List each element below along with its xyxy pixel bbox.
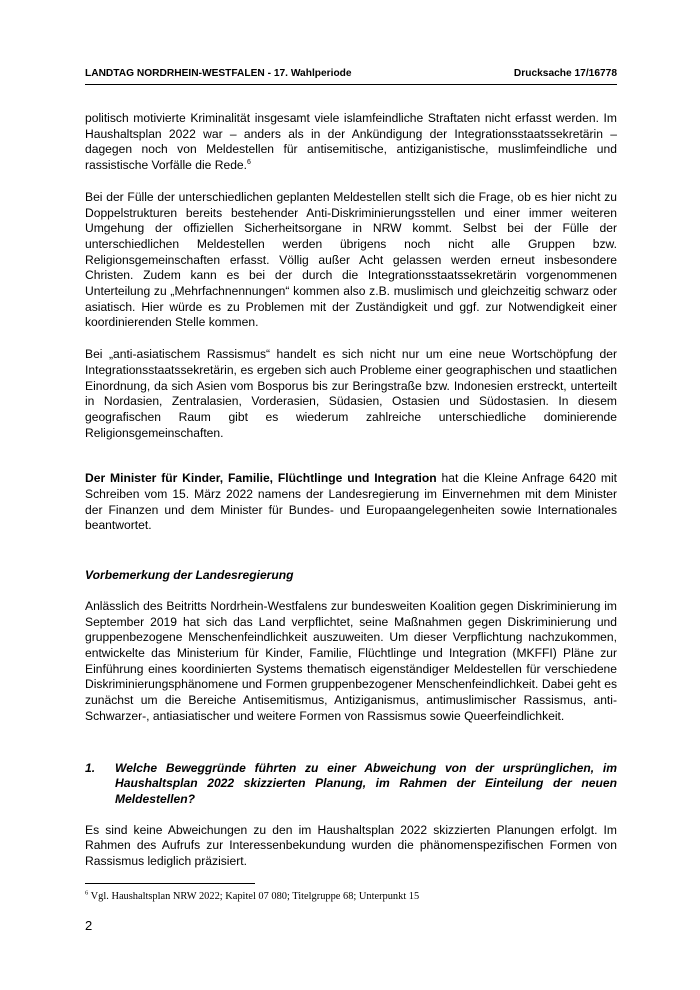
paragraph-1-text: politisch motivierte Kriminalität insgesamt viele islamfeindliche Straftaten nicht erfasst werden. Im Haushaltsplan 2022 war – anders als in der Ankündigung der Integrationsstaatssekretärin – dagegen noch von Meldestellen für antisemitische, antiziganistische, muslimfeindliche und rassistische Vorfälle die Rede. [85,111,617,173]
answer-1: Es sind keine Abweichungen zu den im Haushaltsplan 2022 skizzierten Planungen erfolgt. Im Rahmen des Aufrufs zur Interessenbekundung wurden die phänomenspezifischen Formen von Rassismus lediglich präzisiert. [85,822,617,869]
header-right: Drucksache 17/16778 [513,68,617,79]
question-1 [85,761,617,808]
document-body [85,111,617,886]
paragraph-3: Bei „anti-asiatischem Rassismus“ handelt es sich nicht nur um eine neue Wortschöpfung der Integrationsstaatssekretärin, es ergeben sich auch Probleme einer geographischen und staatlichen Einordnung, da sich Asien vom Bosporus bis zur Beringstraße bzw. Indonesien erstreckt, unterteilt in Nordasien, Zentralasien, Vorderasien, Südasien, Ostasien und Südostasien. In diesem geografischen Raum gibt es wiederum zahlreiche unterschiedliche dominierende Religionsgemeinschaften. [85,347,617,440]
paragraph-1 [85,111,617,174]
page-header [85,68,617,79]
question-text: Welche Beweggründe führten zu einer Abweichung von der ursprünglichen, im Haushaltsplan 2022 skizzierten Planung, im Rahmen der Einteilung der neuen Meldestellen? [115,760,617,806]
paragraph-2: Bei der Fülle der unterschiedlichen geplanten Meldestellen stellt sich die Frage, ob es hier nicht zu Doppelstrukturen bereits bestehender Anti-Diskriminierungsstellen und einer immer weiteren Umgehung der offiziellen Sicherheitsorgane in NRW kommt. Selbst bei der Fülle der unterschiedlichen Meldestellen werden übrigens noch nicht alle Gruppen bzw. Religionsgemeinschaften erfasst. Völlig außer Acht gelassen werden erneut insbesondere Christen. Zudem kann es bei der durch die Integrationsstaatssekretärin vorgenommenen Unterteilung zu „Mehrfachnennungen“ kommen also z.B. muslimisch und gleichzeitig schwarz oder asiatisch. Hier würde es zu Problemen mit der Zuständigkeit und ggf. zur Notwendigkeit einer koordinierenden Stelle kommen. [85,189,617,330]
footnote-text: Vgl. Haushaltsplan NRW 2022; Kapitel 07 080; Titelgruppe 68; Unterpunkt 15 [88,891,420,902]
vorbemerkung-heading: Vorbemerkung der Landesregierung [85,568,294,583]
footnote-ref: 6 [247,159,251,167]
header-left: LANDTAG NORDRHEIN-WESTFALEN - 17. Wahlperiode [85,68,352,79]
footnote [85,891,419,902]
paragraph-4-text: hat die Kleine Anfrage 6420 mit Schreiben vom 15. März 2022 namens der Landesregierung im Einvernehmen mit dem Minister der Finanzen und dem Minister für Bundes- und Europaangelegenheiten sowie Internationales beantwortet. [85,471,617,533]
paragraph-5: Anlässlich des Beitritts Nordrhein-Westfalens zur bundesweiten Koalition gegen Diskriminierung im September 2019 hat sich das Land verpflichtet, seine Maßnahmen gegen Diskriminierung und gruppenbezogene Menschenfeindlichkeit auszuweiten. Um dieser Verpflichtung nachzukommen, entwickelte das Ministerium für Kinder, Familie, Flüchtlinge und Integration (MKFFI) Pläne zur Einführung eines koordinierten Systems thematisch eigenständiger Meldestellen für verschiedene Diskriminierungsphänomene und Formen gruppenbezogener Menschenfeindlichkeit. Dabei geht es zunächst um die Bereiche Antisemitismus, Antiziganismus, antimuslimischer Rassismus, anti-Schwarzer-, antiasiatischer und weitere Formen von Rassismus sowie Queerfeindlichkeit. [85,598,617,723]
footnote-rule [85,883,255,884]
footnote-number: 6 [85,889,89,897]
question-number: 1. [85,760,96,775]
header-rule [85,84,617,85]
paragraph-4 [85,471,617,534]
minister-name: Der Minister für Kinder, Familie, Flüchtlinge und Integration [85,471,437,486]
page-number: 2 [85,918,93,933]
